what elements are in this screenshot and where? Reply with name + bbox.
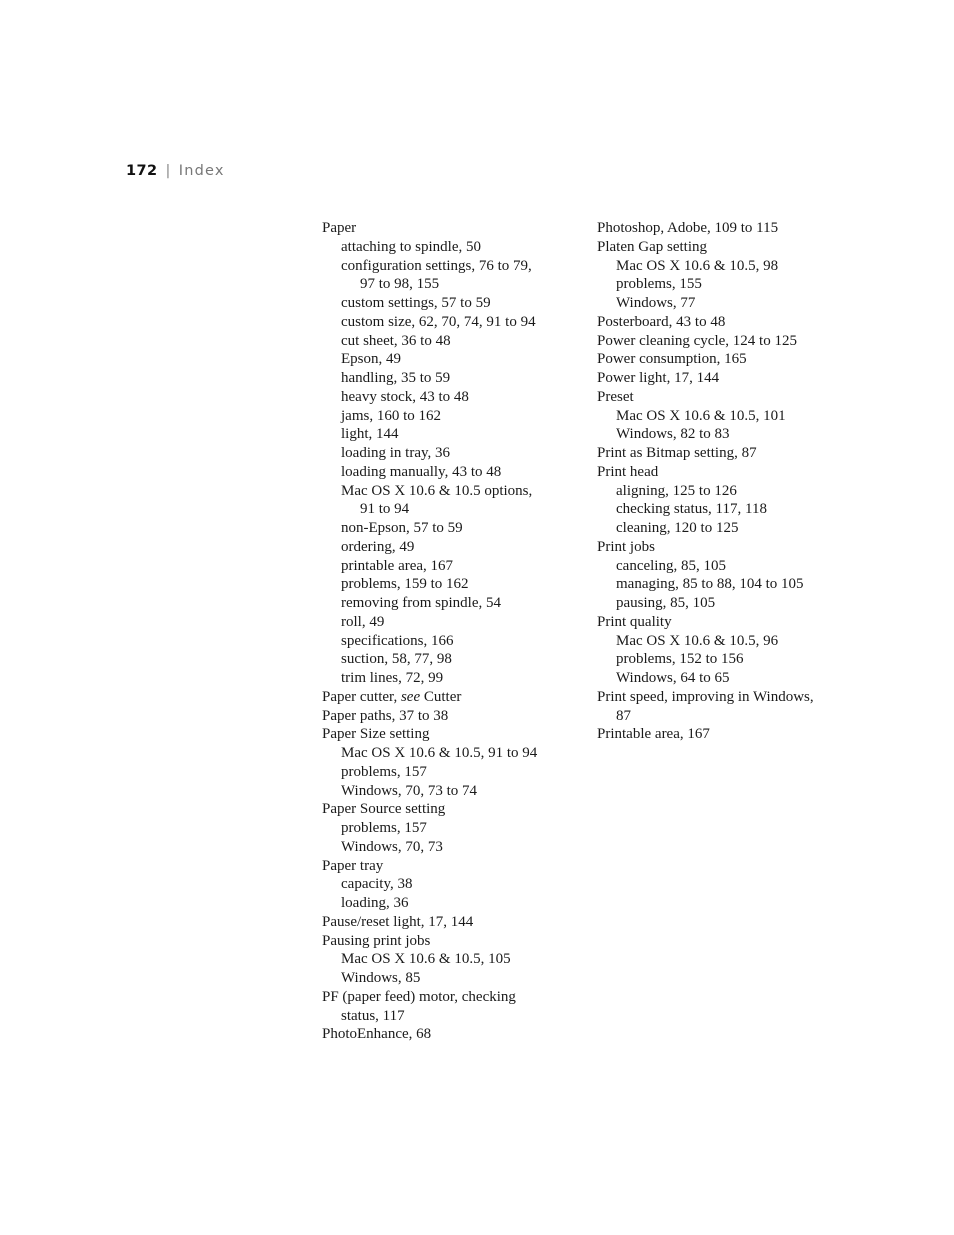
index-subentry <box>322 482 572 520</box>
entry-text: non-Epson, 57 to 59 <box>341 520 463 536</box>
index-entry <box>597 332 837 351</box>
entry-text: Mac OS X 10.6 & 10.5, 105 <box>341 951 511 968</box>
index-subentry <box>597 407 837 426</box>
index-entry <box>597 688 837 726</box>
entry-text: handling, 35 to 59 <box>341 370 451 386</box>
index-subentry <box>597 482 837 501</box>
page-number: 172 <box>126 163 158 179</box>
entry-text: problems, 157 <box>341 763 427 780</box>
entry-continuation: 91 to 94 <box>360 501 410 518</box>
index-entry <box>597 538 837 557</box>
entry-continuation: status, 117 <box>341 1007 405 1024</box>
entry-text: PhotoEnhance, 68 <box>322 1026 432 1043</box>
see-reference: see <box>400 688 421 705</box>
entry-text: Epson, 49 <box>341 351 401 368</box>
index-subentry <box>597 575 837 594</box>
entry-text: canceling, 85, 105 <box>616 557 726 574</box>
index-subentry <box>597 594 837 613</box>
index-entry <box>322 932 572 951</box>
entry-continuation: 97 to 98, 155 <box>360 276 440 293</box>
index-entry <box>597 388 837 407</box>
entry-text: managing, 85 to 88, 104 to 105 <box>616 576 804 593</box>
entry-text: Mac OS X 10.6 & 10.5, 91 to 94 <box>341 745 538 761</box>
entry-text: checking status, 117, 118 <box>616 501 767 518</box>
entry-text: capacity, 38 <box>341 876 413 893</box>
index-subentry <box>597 519 837 538</box>
index-subentry <box>322 519 572 538</box>
index-entry <box>597 369 837 388</box>
entry-text: Windows, 70, 73 <box>341 838 443 855</box>
index-subentry <box>597 650 837 669</box>
header-separator: | <box>165 163 171 179</box>
index-entry <box>597 238 837 257</box>
entry-text: Paper paths, 37 to 38 <box>322 707 449 724</box>
entry-text: Print quality <box>597 613 672 630</box>
entry-text: removing from spindle, 54 <box>341 595 501 611</box>
entry-text: problems, 155 <box>616 276 702 293</box>
index-entry <box>597 350 837 369</box>
index-subentry <box>322 819 572 838</box>
index-subentry <box>597 425 837 444</box>
entry-text: custom settings, 57 to 59 <box>341 295 491 311</box>
section-title: Index <box>178 163 225 179</box>
entry-text: Paper <box>322 220 357 236</box>
index-subentry <box>597 632 837 651</box>
entry-text: Posterboard, 43 to 48 <box>597 313 726 330</box>
index-subentry <box>322 425 572 444</box>
index-subentry <box>322 763 572 782</box>
entry-text: problems, 157 <box>341 820 427 836</box>
entry-text: jams, 160 to 162 <box>341 407 441 424</box>
index-subentry <box>322 575 572 594</box>
index-subentry <box>322 332 572 351</box>
entry-text: loading manually, 43 to 48 <box>341 463 502 480</box>
index-subentry <box>597 294 837 313</box>
running-head <box>126 163 225 179</box>
entry-text: Paper Size setting <box>322 726 430 743</box>
index-subentry <box>322 238 572 257</box>
entry-text: Windows, 64 to 65 <box>616 670 730 686</box>
index-subentry <box>322 650 572 669</box>
index-entry <box>322 219 572 238</box>
index-entry <box>322 688 572 707</box>
entry-continuation: 87 <box>616 707 631 724</box>
index-entry <box>597 613 837 632</box>
entry-text: cleaning, 120 to 125 <box>616 520 739 536</box>
index-subentry <box>322 313 572 332</box>
index-entry <box>597 313 837 332</box>
entry-text: Windows, 85 <box>341 970 421 986</box>
entry-text: Mac OS X 10.6 & 10.5, 96 <box>616 632 779 649</box>
entry-text: Power consumption, 165 <box>597 351 747 368</box>
index-subentry <box>322 350 572 369</box>
entry-text: Paper Source setting <box>322 801 446 818</box>
index-subentry <box>322 632 572 651</box>
index-entry <box>322 857 572 876</box>
index-entry <box>322 913 572 932</box>
entry-text: Mac OS X 10.6 & 10.5, 101 <box>616 407 786 424</box>
entry-text: PF (paper feed) motor, checking <box>322 988 516 1005</box>
entry-text: Print as Bitmap setting, 87 <box>597 445 757 461</box>
entry-text: custom size, 62, 70, 74, 91 to 94 <box>341 313 536 330</box>
entry-text: aligning, 125 to 126 <box>616 482 737 499</box>
index-entry <box>597 219 837 238</box>
index-entry <box>322 707 572 726</box>
index-subentry <box>322 257 572 295</box>
entry-text: roll, 49 <box>341 613 385 630</box>
index-subentry <box>322 557 572 576</box>
entry-text: Pause/reset light, 17, 144 <box>322 913 474 930</box>
index-entry <box>322 725 572 744</box>
index-entry <box>597 444 837 463</box>
entry-text: configuration settings, 76 to 79, <box>341 257 532 274</box>
entry-text: Windows, 70, 73 to 74 <box>341 782 478 799</box>
entry-text: Printable area, 167 <box>597 726 710 743</box>
entry-text: trim lines, 72, 99 <box>341 670 444 686</box>
entry-text: attaching to spindle, 50 <box>341 238 481 255</box>
index-subentry <box>322 969 572 988</box>
index-entry <box>597 725 837 744</box>
index-subentry <box>322 744 572 763</box>
index-subentry <box>322 444 572 463</box>
index-column-left <box>322 219 572 1044</box>
entry-text: printable area, 167 <box>341 557 454 574</box>
entry-text: Preset <box>597 388 634 405</box>
entry-text: pausing, 85, 105 <box>616 595 716 611</box>
entry-text: Paper tray <box>322 857 384 874</box>
index-subentry <box>597 500 837 519</box>
index-entry <box>322 800 572 819</box>
index-subentry <box>322 388 572 407</box>
index-subentry <box>322 294 572 313</box>
index-subentry <box>597 275 837 294</box>
index-entry <box>322 1025 572 1044</box>
entry-text: Mac OS X 10.6 & 10.5, 98 <box>616 257 779 274</box>
entry-text: Windows, 77 <box>616 295 696 311</box>
index-subentry <box>322 407 572 426</box>
entry-text: loading, 36 <box>341 895 409 911</box>
see-target: Cutter <box>420 688 462 705</box>
index-subentry <box>322 875 572 894</box>
index-entry <box>597 463 837 482</box>
index-subentry <box>597 557 837 576</box>
index-subentry <box>322 613 572 632</box>
entry-text: Paper cutter, <box>322 688 401 705</box>
index-column-right <box>597 219 837 744</box>
entry-text: problems, 159 to 162 <box>341 576 469 593</box>
entry-text: cut sheet, 36 to 48 <box>341 332 451 349</box>
entry-text: heavy stock, 43 to 48 <box>341 388 469 405</box>
index-subentry <box>597 669 837 688</box>
index-subentry <box>322 950 572 969</box>
index-subentry <box>597 257 837 276</box>
entry-text: Windows, 82 to 83 <box>616 426 730 443</box>
index-subentry <box>322 594 572 613</box>
entry-text: Photoshop, Adobe, 109 to 115 <box>597 220 779 236</box>
index-subentry <box>322 838 572 857</box>
entry-text: Print head <box>597 463 659 480</box>
entry-text: ordering, 49 <box>341 538 415 555</box>
entry-text: Print jobs <box>597 538 655 555</box>
index-subentry <box>322 369 572 388</box>
entry-text: Power cleaning cycle, 124 to 125 <box>597 332 797 349</box>
entry-text: Mac OS X 10.6 & 10.5 options, <box>341 482 533 499</box>
entry-text: problems, 152 to 156 <box>616 651 744 668</box>
index-subentry <box>322 894 572 913</box>
entry-text: Power light, 17, 144 <box>597 370 720 386</box>
entry-text: suction, 58, 77, 98 <box>341 651 452 668</box>
entry-text: Print speed, improving in Windows, <box>597 688 814 705</box>
index-subentry <box>322 538 572 557</box>
index-entry <box>322 988 572 1026</box>
entry-text: specifications, 166 <box>341 632 454 649</box>
entry-text: light, 144 <box>341 426 399 443</box>
index-subentry <box>322 782 572 801</box>
entry-text: Platen Gap setting <box>597 238 707 255</box>
index-subentry <box>322 669 572 688</box>
entry-text: Pausing print jobs <box>322 932 431 949</box>
entry-text: loading in tray, 36 <box>341 445 451 461</box>
index-subentry <box>322 463 572 482</box>
